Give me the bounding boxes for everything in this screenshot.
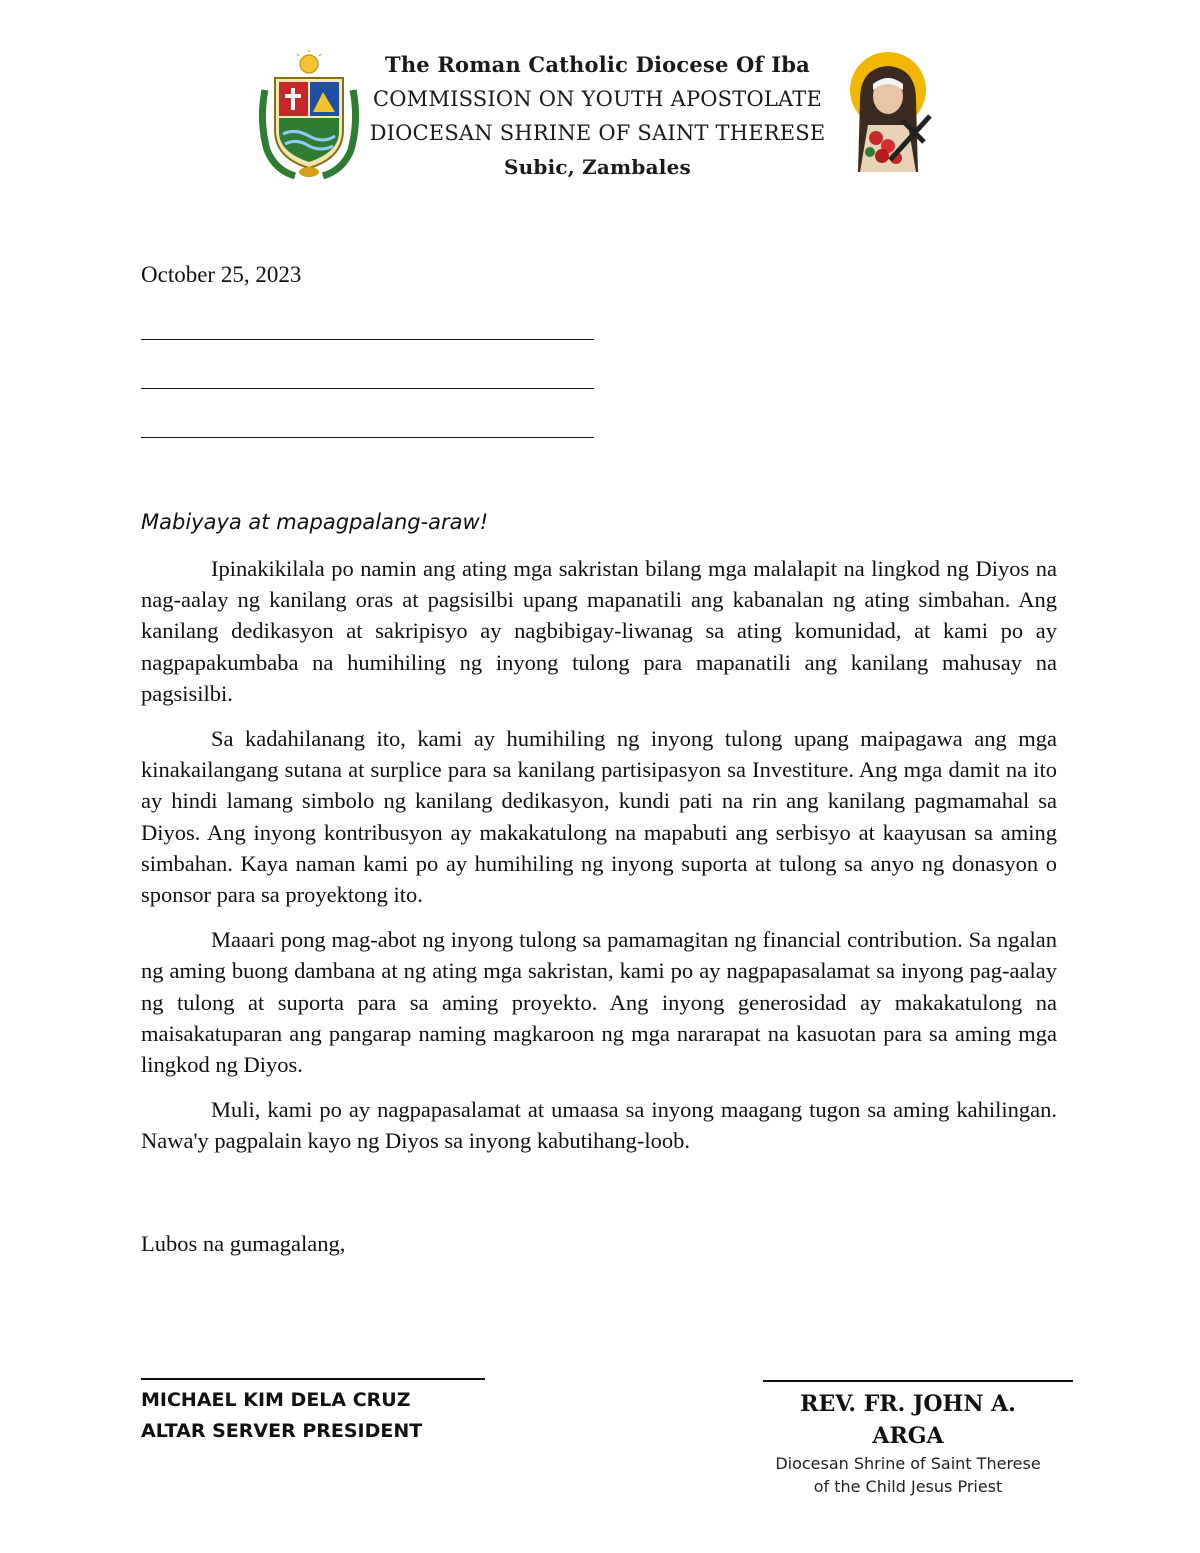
recipient-line-2 xyxy=(141,388,594,389)
letter-body xyxy=(141,553,1057,1171)
paragraph: Maaari pong mag-abot ng inyong tulong sa pamamagitan ng financial contribution. Sa ngalan ng aming buong dambana at ng ating mga sakristan, kami po ay nagpapasalamat sa inyong pag-aalay ng tulong at suporta para sa aming proyekto. Ang inyong generosidad ay makakatulong na maisakatuparan ang pangarap naming magkaroon ng mga nararapat na kasuotan para sa aming mga lingkod ng Diyos. xyxy=(141,927,1057,1078)
signatory-left-name: MICHAEL KIM DELA CRUZ xyxy=(141,1389,411,1411)
signature-line-left xyxy=(141,1378,485,1380)
diocese-name: The Roman Catholic Diocese Of Iba xyxy=(385,52,810,77)
signatory-right-title-1: Diocesan Shrine of Saint Therese xyxy=(775,1454,1041,1473)
signatory-left xyxy=(141,1385,422,1447)
signatory-right xyxy=(763,1388,1053,1498)
commission-name: COMMISSION ON YOUTH APOSTOLATE xyxy=(372,87,822,111)
paragraph: Ipinakikilala po namin ang ating mga sakristan bilang mga malalapit na lingkod ng Diyos na nag-aalay ng kanilang oras at pagsisilbi upang mapanatili ang kabanalan ng ating simbahan. Ang kanilang dedikasyon at sakripisyo ay nagbibigay-liwanag sa ating komunidad, at kami po ay nagpapakumbaba na humihiling ng inyong tulong para mapanatili ang kanilang mahusay na pagsisilbi. xyxy=(141,556,1057,706)
letter-date: October 25, 2023 xyxy=(141,262,302,287)
recipient-line-1 xyxy=(141,339,594,340)
letterhead-text xyxy=(360,48,835,184)
signatory-left-title: ALTAR SERVER PRESIDENT xyxy=(141,1420,423,1442)
paragraph: Sa kadahilanang ito, kami ay humihiling ng inyong tulong upang maipagawa ang mga kinakailangang sutana at surplice para sa kanilang partisipasyon sa Investiture. Ang mga damit na ito ay hindi lamang simbolo ng kanilang dedikasyon, kundi pati na rin ang kanilang pagmamahal sa Diyos. Ang inyong kontribusyon ay makakatulong na mapabuti ang serbisyo at kaayusan sa aming simbahan. Kaya naman kami po ay humihiling ng inyong suporta at tulong sa anyo ng donasyon o sponsor para sa proyektong ito. xyxy=(141,726,1057,908)
location: Subic, Zambales xyxy=(504,155,691,179)
signatory-right-name: REV. FR. JOHN A. ARGA xyxy=(800,1391,1016,1449)
letterhead xyxy=(0,0,1200,200)
paragraph: Muli, kami po ay nagpapasalamat at umaasa sa inyong maagang tugon sa aming kahilingan. Nawa'y pagpalain kayo ng Diyos sa inyong kabutihang-loob. xyxy=(141,1097,1057,1154)
signature-line-right xyxy=(763,1380,1073,1382)
shrine-name: DIOCESAN SHRINE OF SAINT THERESE xyxy=(369,121,826,145)
recipient-line-3 xyxy=(141,437,594,438)
salutation: Mabiyaya at mapagpalang-araw! xyxy=(141,510,489,534)
closing: Lubos na gumagalang, xyxy=(141,1231,346,1256)
diocese-seal-logo xyxy=(255,50,363,180)
saint-therese-image xyxy=(838,50,938,175)
signatory-right-title-2: of the Child Jesus Priest xyxy=(813,1477,1003,1496)
